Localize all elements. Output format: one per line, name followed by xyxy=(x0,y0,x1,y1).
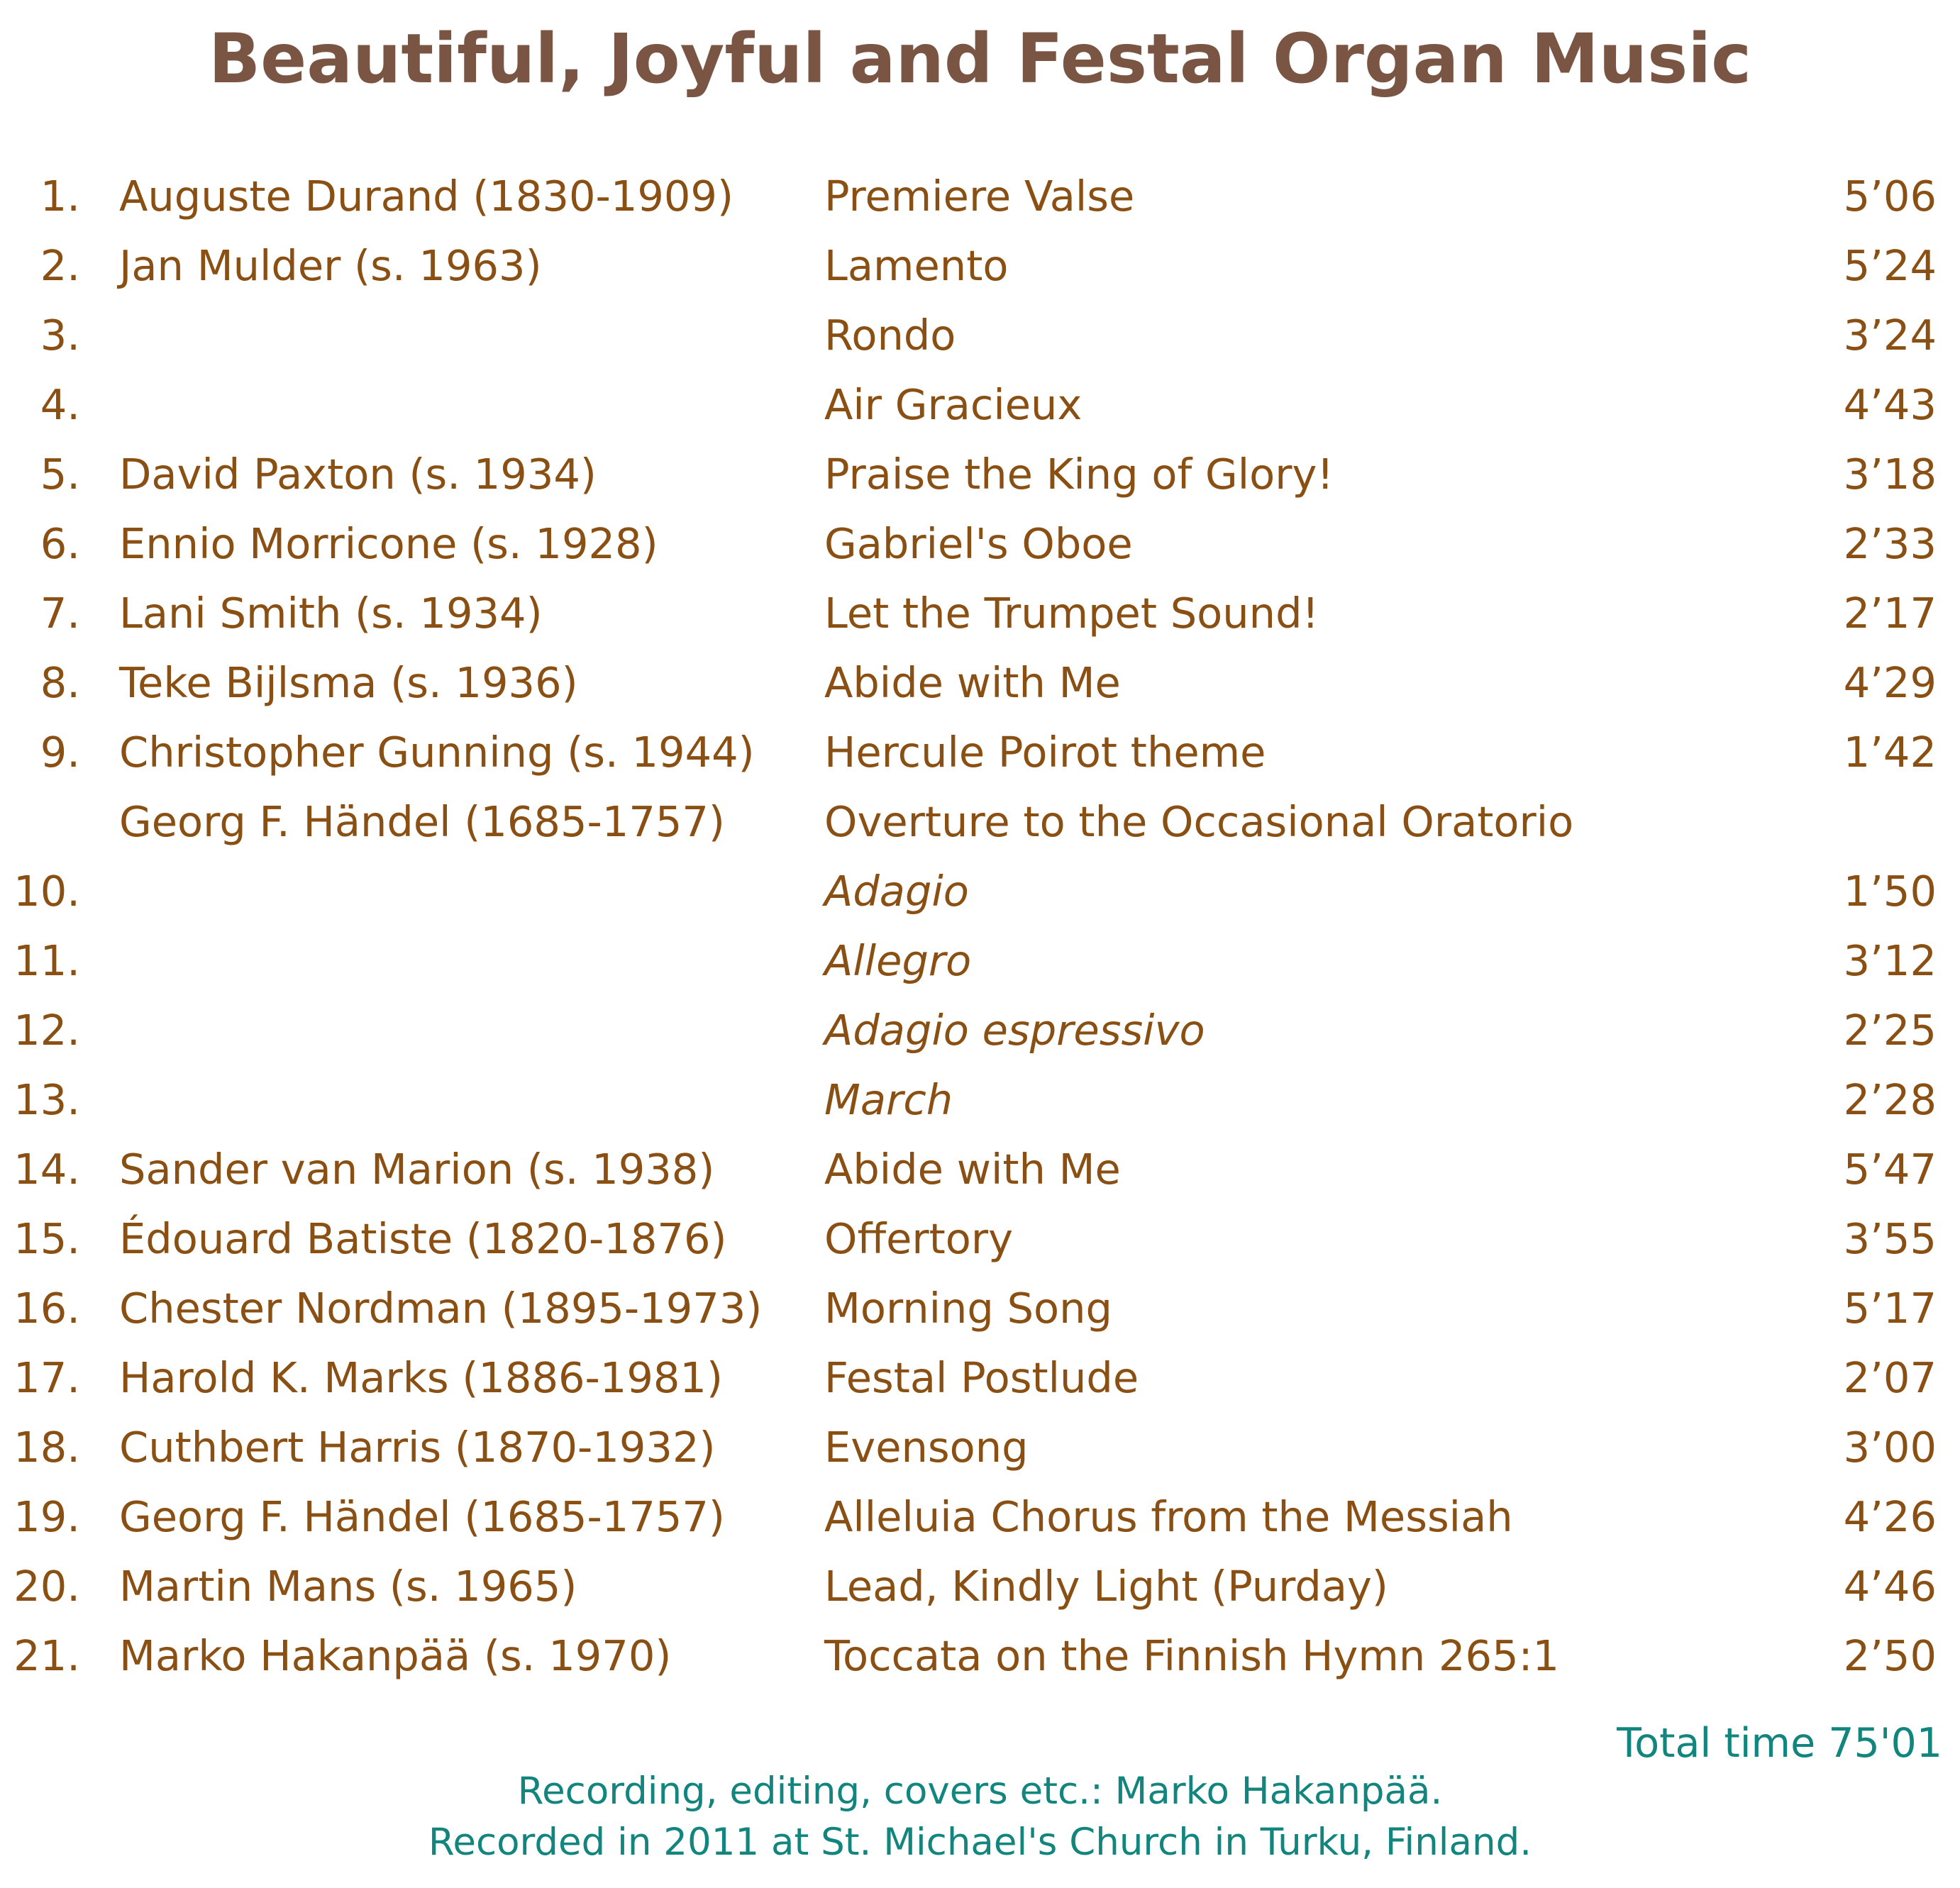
track-composer: Jan Mulder (s. 1963) xyxy=(119,241,542,290)
track-row xyxy=(0,1413,1960,1482)
track-work: Abide with Me xyxy=(824,1145,1121,1194)
track-work: Premiere Valse xyxy=(824,172,1135,221)
track-duration: 1’50 xyxy=(1843,867,1937,916)
track-composer: Auguste Durand (1830-1909) xyxy=(119,172,733,221)
track-row xyxy=(0,579,1960,648)
track-number: 15. xyxy=(13,1214,80,1263)
track-work: Praise the King of Glory! xyxy=(824,450,1334,499)
track-composer: Harold K. Marks (1886-1981) xyxy=(119,1353,723,1402)
track-duration: 4’26 xyxy=(1843,1492,1937,1541)
track-duration: 3’00 xyxy=(1843,1423,1937,1472)
track-number: 16. xyxy=(13,1284,80,1333)
track-duration: 2’25 xyxy=(1843,1006,1937,1055)
track-work: Lead, Kindly Light (Purday) xyxy=(824,1562,1388,1611)
track-row xyxy=(0,1065,1960,1135)
track-duration: 3’18 xyxy=(1843,450,1937,499)
track-composer: Lani Smith (s. 1934) xyxy=(119,589,543,638)
track-number: 9. xyxy=(40,728,80,777)
track-composer: Christopher Gunning (s. 1944) xyxy=(119,728,755,777)
track-number: 18. xyxy=(13,1423,80,1472)
track-composer: Cuthbert Harris (1870-1932) xyxy=(119,1423,716,1472)
track-row xyxy=(0,1135,1960,1204)
track-number: 19. xyxy=(13,1492,80,1541)
track-row xyxy=(0,231,1960,301)
track-composer: Sander van Marion (s. 1938) xyxy=(119,1145,715,1194)
track-number: 17. xyxy=(13,1353,80,1402)
track-duration: 3’12 xyxy=(1843,936,1937,985)
track-composer: Chester Nordman (1895-1973) xyxy=(119,1284,763,1333)
track-work: Air Gracieux xyxy=(824,380,1083,429)
track-number: 3. xyxy=(40,311,80,360)
track-number: 10. xyxy=(13,867,80,916)
track-work: Allegro xyxy=(824,936,972,985)
track-work: Festal Postlude xyxy=(824,1353,1139,1402)
track-work: March xyxy=(824,1075,953,1124)
track-work: Overture to the Occasional Oratorio xyxy=(824,797,1574,846)
track-duration: 4’43 xyxy=(1843,380,1937,429)
track-row xyxy=(0,370,1960,440)
track-work: Lamento xyxy=(824,241,1009,290)
track-number: 11. xyxy=(13,936,80,985)
track-work: Toccata on the Finnish Hymn 265:1 xyxy=(824,1631,1560,1680)
total-time: Total time 75'01 xyxy=(1617,1720,1942,1767)
track-duration: 5’47 xyxy=(1843,1145,1937,1194)
track-work: Let the Trumpet Sound! xyxy=(824,589,1319,638)
track-number: 14. xyxy=(13,1145,80,1194)
track-duration: 2’33 xyxy=(1843,519,1937,568)
track-duration: 5’06 xyxy=(1843,172,1937,221)
track-duration: 4’46 xyxy=(1843,1562,1937,1611)
track-number: 8. xyxy=(40,658,80,707)
track-composer: Georg F. Händel (1685-1757) xyxy=(119,1492,725,1541)
track-composer: Teke Bijlsma (s. 1936) xyxy=(119,658,578,707)
track-work: Rondo xyxy=(824,311,956,360)
track-row xyxy=(0,1482,1960,1552)
credits-line-recording: Recording, editing, covers etc.: Marko Hakanpää. xyxy=(517,1770,1443,1813)
track-work: Evensong xyxy=(824,1423,1029,1472)
track-row xyxy=(0,996,1960,1065)
track-number: 21. xyxy=(13,1631,80,1680)
track-row xyxy=(0,1204,1960,1274)
track-composer: Édouard Batiste (1820-1876) xyxy=(119,1214,727,1263)
track-work: Adagio espressivo xyxy=(824,1006,1205,1055)
track-duration: 2’28 xyxy=(1843,1075,1937,1124)
track-duration: 3’55 xyxy=(1843,1214,1937,1263)
credits-line-location: Recorded in 2011 at St. Michael's Church in Turku, Finland. xyxy=(428,1821,1532,1864)
track-duration: 2’50 xyxy=(1843,1631,1937,1680)
track-work: Alleluia Chorus from the Messiah xyxy=(824,1492,1513,1541)
track-row xyxy=(0,718,1960,787)
track-work: Offertory xyxy=(824,1214,1014,1263)
track-row xyxy=(0,857,1960,926)
track-row xyxy=(0,648,1960,718)
track-number: 12. xyxy=(13,1006,80,1055)
track-number: 2. xyxy=(40,241,80,290)
track-work: Abide with Me xyxy=(824,658,1121,707)
track-row xyxy=(0,787,1960,857)
track-row xyxy=(0,440,1960,509)
track-list xyxy=(0,162,1960,1691)
track-row xyxy=(0,1274,1960,1343)
track-duration: 4’29 xyxy=(1843,658,1937,707)
track-number: 7. xyxy=(40,589,80,638)
credits xyxy=(0,1766,1960,1868)
track-work: Morning Song xyxy=(824,1284,1112,1333)
track-work: Hercule Poirot theme xyxy=(824,728,1266,777)
track-composer: Marko Hakanpää (s. 1970) xyxy=(119,1631,672,1680)
track-number: 6. xyxy=(40,519,80,568)
track-number: 20. xyxy=(13,1562,80,1611)
track-number: 5. xyxy=(40,450,80,499)
track-duration: 2’07 xyxy=(1843,1353,1937,1402)
track-row xyxy=(0,926,1960,996)
track-row xyxy=(0,1343,1960,1413)
track-row xyxy=(0,509,1960,579)
track-composer: Georg F. Händel (1685-1757) xyxy=(119,797,725,846)
album-title: Beautiful, Joyful and Festal Organ Music xyxy=(208,19,1752,99)
track-composer: Martin Mans (s. 1965) xyxy=(119,1562,577,1611)
track-row xyxy=(0,1621,1960,1691)
track-work: Adagio xyxy=(824,867,969,916)
track-composer: David Paxton (s. 1934) xyxy=(119,450,597,499)
track-duration: 3’24 xyxy=(1843,311,1937,360)
track-number: 4. xyxy=(40,380,80,429)
track-duration: 2’17 xyxy=(1843,589,1937,638)
track-number: 1. xyxy=(40,172,80,221)
track-duration: 5’24 xyxy=(1843,241,1937,290)
track-composer: Ennio Morricone (s. 1928) xyxy=(119,519,658,568)
track-work: Gabriel's Oboe xyxy=(824,519,1133,568)
track-duration: 1’42 xyxy=(1843,728,1937,777)
track-duration: 5’17 xyxy=(1843,1284,1937,1333)
track-number: 13. xyxy=(13,1075,80,1124)
track-row xyxy=(0,1552,1960,1621)
track-row xyxy=(0,162,1960,231)
track-row xyxy=(0,301,1960,370)
